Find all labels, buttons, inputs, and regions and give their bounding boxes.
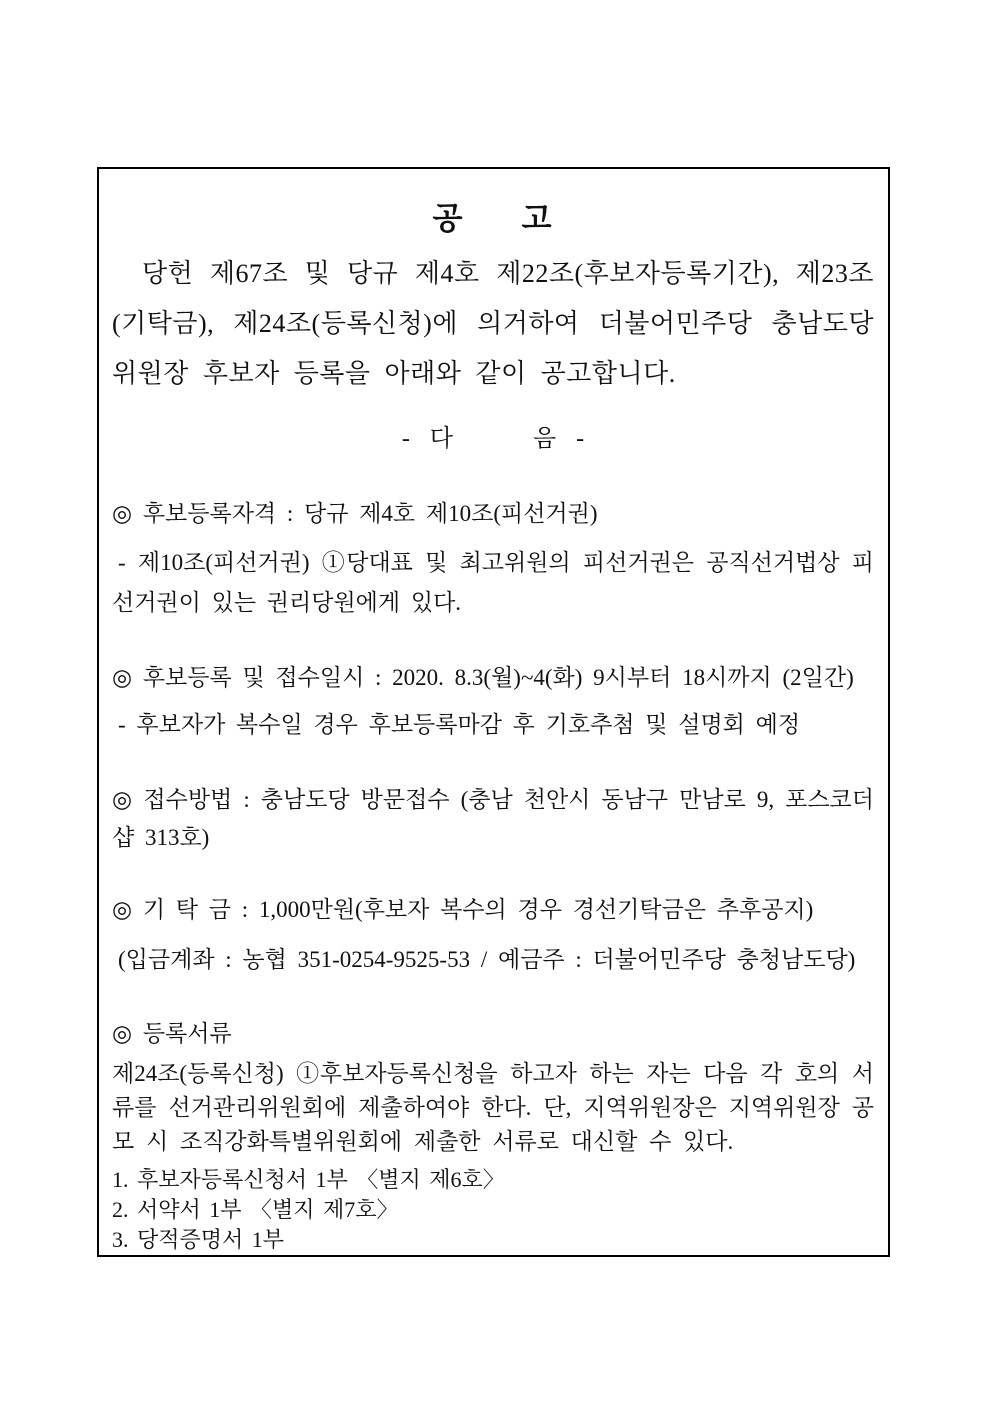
section-submission-method-heading: ◎ 접수방법 : 충남도당 방문접수 (충남 천안시 동남구 만남로 9, 포스코더샵 313호) bbox=[112, 787, 874, 850]
section-eligibility-detail: - 제10조(피선거권) ①당대표 및 최고위원의 피선거권은 공직선거법상 피선거권이 있는 권리당원에게 있다. bbox=[112, 550, 874, 615]
section-documents-heading: ◎ 등록서류 bbox=[112, 1021, 232, 1046]
section-deposit-account: (입금계좌 : 농협 351-0254-9525-53 / 예금주 : 더불어민주당 충청남도당) bbox=[118, 947, 856, 972]
list-item-membership-certificate: 3. 당적증명서 1부 bbox=[112, 1227, 285, 1252]
required-documents-list bbox=[112, 1165, 874, 1255]
section-eligibility-heading: ◎ 후보등록자격 : 당규 제4호 제10조(피선거권) bbox=[112, 501, 598, 526]
notice-border-box bbox=[97, 167, 890, 1257]
notice-title: 공 고 bbox=[432, 201, 554, 236]
list-item-registration-form: 1. 후보자등록신청서 1부 〈별지 제6호〉 bbox=[112, 1167, 505, 1192]
section-schedule-heading: ◎ 후보등록 및 접수일시 : 2020. 8.3(월)~4(화) 9시부터 18시까지 (2일간) bbox=[112, 665, 854, 690]
list-item-pledge: 2. 서약서 1부 〈별지 제7호〉 bbox=[112, 1197, 399, 1222]
divider-daeum: - 다 음 - bbox=[401, 426, 585, 452]
section-schedule-detail: - 후보자가 복수일 경우 후보등록마감 후 기호추첨 및 설명회 예정 bbox=[118, 712, 801, 737]
section-deposit-heading: ◎ 기 탁 금 : 1,000만원(후보자 복수의 경우 경선기탁금은 추후공지) bbox=[112, 897, 814, 922]
intro-paragraph: 당헌 제67조 및 당규 제4호 제22조(후보자등록기간), 제23조(기탁금), 제24조(등록신청)에 의거하여 더불어민주당 충남도당 위원장 후보자 등록을 아래와 같이 공고합니다. bbox=[112, 259, 888, 388]
section-documents-body: 제24조(등록신청) ①후보자등록신청을 하고자 하는 자는 다음 각 호의 서류를 선거관리위원회에 제출하여야 한다. 단, 지역위원장은 지역위원장 공모 시 조직강화특별위원회에 제출한 서류로 대신할 수 있다. bbox=[112, 1061, 874, 1154]
